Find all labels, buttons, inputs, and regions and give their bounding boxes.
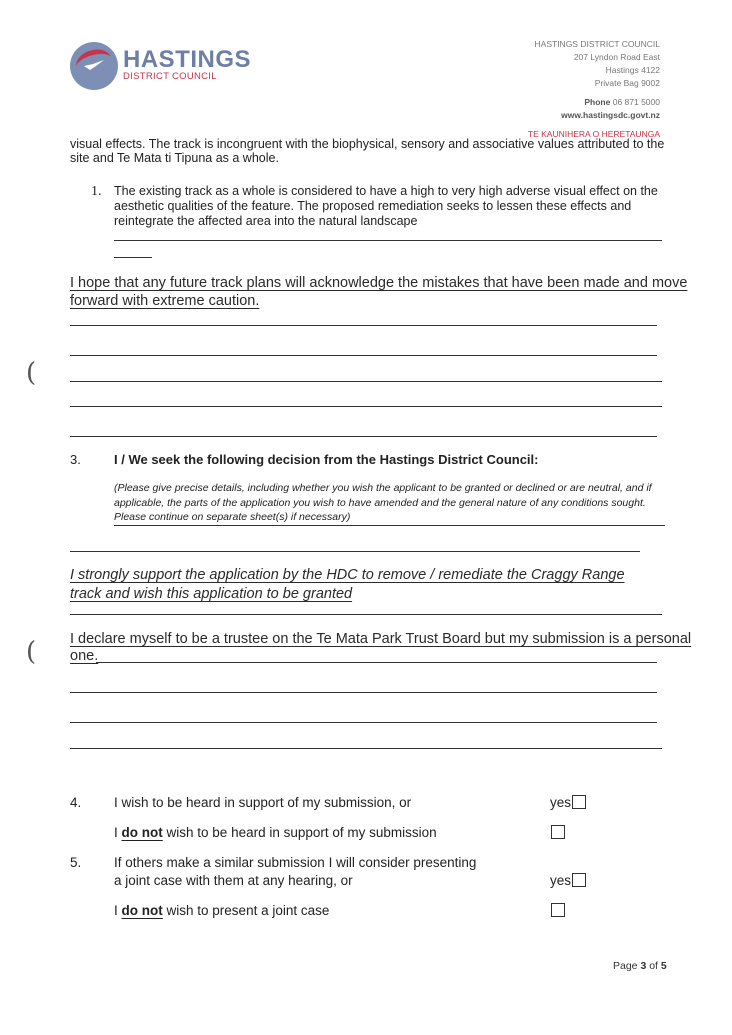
- intro-line-2: site and Te Mata ti Tipuna as a whole.: [70, 151, 279, 165]
- answer-line: [114, 525, 665, 526]
- answer-line: [70, 381, 662, 382]
- support-line-2: track and wish this application to be granted: [70, 586, 353, 602]
- joint-yes-label: yes: [550, 873, 572, 888]
- declare-line-2: one.: [70, 648, 99, 664]
- not-heard-text: [114, 825, 437, 840]
- answer-line: [70, 436, 657, 437]
- answer-line: [96, 662, 657, 663]
- phone-label: Phone: [584, 97, 611, 107]
- hope-line-2: forward with extreme caution.: [70, 293, 260, 309]
- answer-line: [70, 692, 657, 693]
- not-heard-prefix: I: [114, 825, 118, 840]
- website: www.hastingsdc.govt.nz: [561, 110, 660, 120]
- answer-line: [70, 406, 662, 407]
- not-joint-prefix: I: [114, 903, 118, 918]
- section-3-number: 3.: [70, 452, 81, 467]
- joint-yes-checkbox[interactable]: [572, 873, 586, 887]
- support-line-1: I strongly support the application by the HDC to remove / remediate the Craggy Range: [70, 567, 625, 583]
- do-not-emphasis: do not: [121, 903, 163, 918]
- address-line-2: Hastings 4122: [605, 65, 660, 75]
- logo-subtitle: DISTRICT COUNCIL: [123, 71, 217, 82]
- declare-line-1: I declare myself to be a trustee on the Te Mata Park Trust Board but my submission is a personal: [70, 631, 692, 647]
- page-total: 5: [660, 960, 667, 972]
- logo-name: HASTINGS: [123, 46, 252, 73]
- address-line-1: 207 Lyndon Road East: [573, 52, 660, 62]
- not-joint-checkbox[interactable]: [551, 903, 565, 917]
- not-joint-text: [114, 903, 329, 918]
- binder-hole-icon: (: [26, 637, 37, 667]
- answer-line: [70, 325, 657, 326]
- phone-number: 06 871 5000: [612, 97, 660, 107]
- answer-line: [70, 551, 640, 552]
- not-joint-suffix: wish to present a joint case: [166, 903, 330, 918]
- heard-yes-label: yes: [550, 795, 572, 810]
- item-1-text: The existing track as a whole is considered to have a high to very high adverse visual effect on the aesthetic qualities of the feature. The proposed remediation seeks to lessen these effects and reintegrate the affected area into the natural landscape: [114, 184, 658, 228]
- maori-council-name: TE KAUNIHERA O HERETAUNGA: [527, 129, 660, 139]
- section-4-number: 4.: [70, 795, 82, 810]
- council-name: HASTINGS DISTRICT COUNCIL: [534, 39, 660, 49]
- heard-yes-checkbox[interactable]: [572, 795, 586, 809]
- section-5-number: 5.: [70, 855, 82, 870]
- binder-hole-icon: (: [26, 358, 37, 388]
- answer-line: [114, 257, 152, 258]
- section-3-instructions: (Please give precise details, including whether you wish the applicant to be granted or declined or are neutral, and if applicable, the parts of the application you wish to have amended and the general nature of any conditions sought. Please continue on separate sheet(s) if necessary): [114, 482, 652, 523]
- phone: [584, 96, 660, 109]
- page-of: of: [649, 960, 658, 972]
- joint-line-2: a joint case with them at any hearing, or: [114, 873, 353, 888]
- joint-line-1: If others make a similar submission I will consider presenting: [114, 855, 477, 870]
- section-3-heading: I / We seek the following decision from the Hastings District Council:: [114, 452, 539, 467]
- hastings-logo-icon: [70, 42, 118, 90]
- item-1-number: 1.: [91, 184, 102, 199]
- address-line-3: Private Bag 9002: [594, 78, 660, 88]
- intro-line-1: visual effects. The track is incongruent with the biophysical, sensory and associative values attributed to the: [70, 137, 665, 151]
- answer-line: [70, 748, 662, 749]
- not-heard-suffix: wish to be heard in support of my submission: [166, 825, 437, 840]
- heard-text: I wish to be heard in support of my submission, or: [114, 795, 412, 810]
- not-heard-checkbox[interactable]: [551, 825, 565, 839]
- page-current: 3: [640, 960, 647, 972]
- page-label: Page: [613, 960, 638, 972]
- answer-line: [70, 722, 657, 723]
- answer-line: [70, 355, 657, 356]
- answer-line: [114, 240, 662, 241]
- do-not-emphasis: do not: [121, 825, 163, 840]
- hope-line-1: I hope that any future track plans will acknowledge the mistakes that have been made and move: [70, 275, 688, 291]
- page-number: [613, 960, 667, 972]
- answer-line: [70, 614, 662, 615]
